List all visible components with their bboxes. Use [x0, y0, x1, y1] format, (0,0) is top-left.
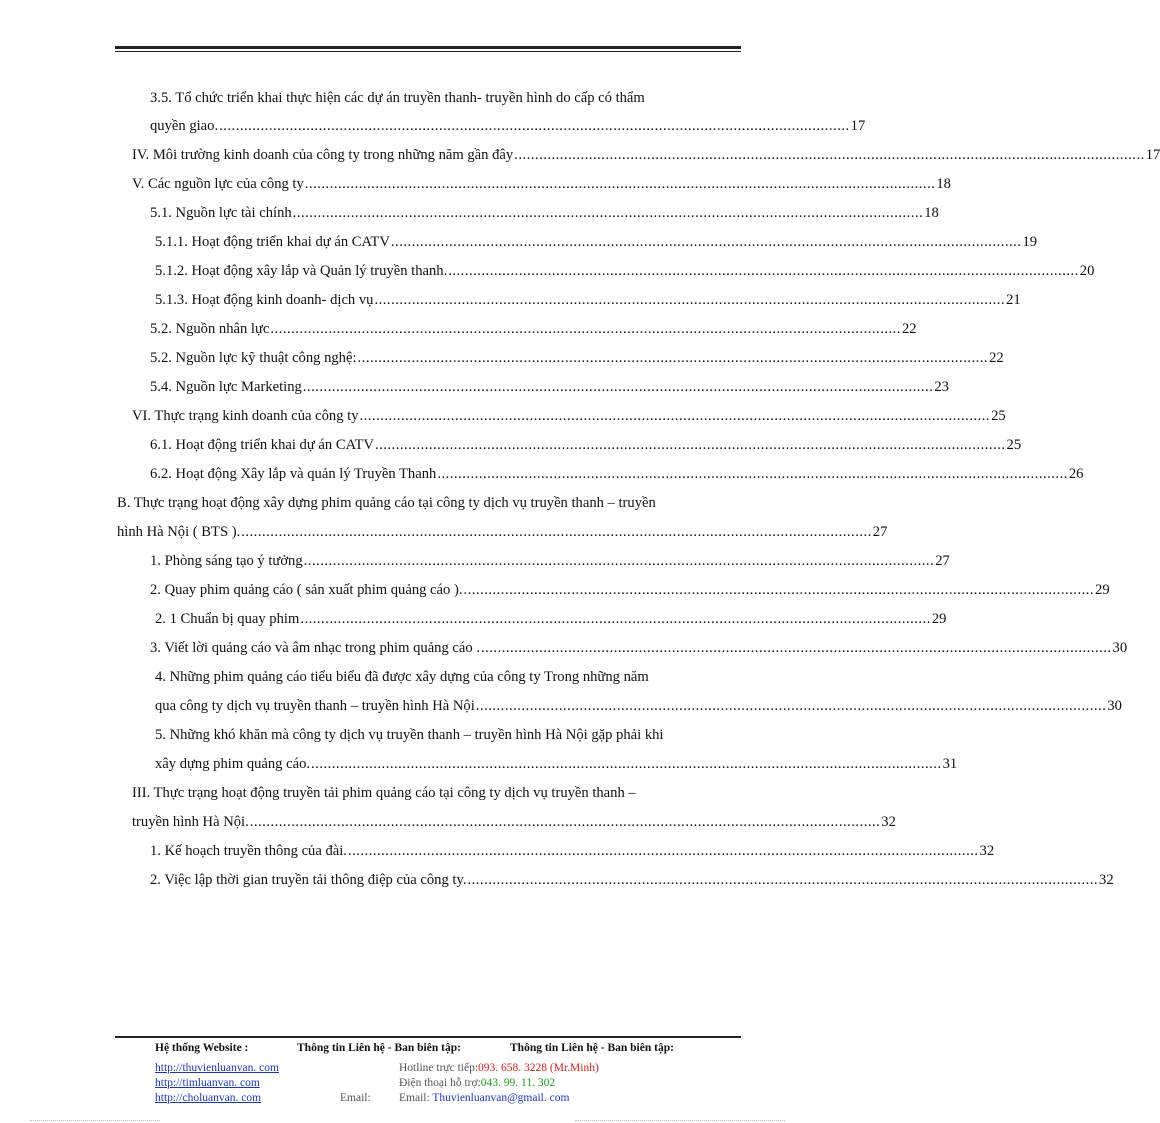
toc-entry-label: xây dựng phim quảng cáo.	[155, 756, 311, 772]
footer-phone-label: Điện thoại hỗ trợ:	[399, 1077, 481, 1089]
header-rule	[115, 46, 741, 49]
footer-phone	[399, 1077, 555, 1089]
toc-entry-label: VI. Thực trạng kinh doanh của công ty	[132, 408, 359, 424]
footer-link-timluanvan[interactable]: http://timluanvan. com	[155, 1077, 260, 1089]
toc-entry-page: 22	[989, 350, 1004, 366]
toc-entry-line1: 5. Những khó khăn mà công ty dịch vụ truyền thanh – truyền hình Hà Nội gặp phải khi	[155, 727, 664, 743]
toc-entry-page: 29	[1095, 582, 1110, 598]
toc-entry-page: 23	[934, 379, 949, 395]
toc-entry[interactable]	[155, 609, 947, 629]
toc-entry[interactable]	[150, 348, 1004, 368]
toc-leader-dots: ........................................................................................................................................................	[249, 814, 881, 830]
toc-leader-dots: ........................................................................................................................................................	[304, 176, 936, 192]
toc-leader-dots: ........................................................................................................................................................	[475, 698, 1107, 714]
footer-email	[399, 1092, 569, 1104]
footer-website-heading: Hệ thống Website :	[155, 1042, 249, 1054]
toc-entry-line1: B. Thực trạng hoạt động xây dựng phim quảng cáo tại công ty dịch vụ truyền thanh – truyền	[117, 495, 656, 511]
toc-entry[interactable]	[117, 522, 888, 542]
toc-leader-dots: ........................................................................................................................................................	[302, 379, 934, 395]
toc-entry-page: 31	[942, 756, 958, 772]
toc-entry[interactable]	[155, 261, 1095, 281]
toc-entry[interactable]	[155, 232, 1038, 252]
toc-entry[interactable]	[150, 841, 995, 861]
toc-entry[interactable]	[150, 638, 1128, 658]
toc-entry[interactable]	[150, 580, 1110, 600]
toc-entry-page: 18	[936, 176, 951, 192]
toc-entry-label: V. Các nguồn lực của công ty	[132, 176, 304, 192]
toc-leader-dots: ........................................................................................................................................................	[303, 553, 935, 569]
toc-leader-dots: ........................................................................................................................................................	[448, 263, 1079, 279]
toc-entry[interactable]	[155, 754, 958, 774]
toc-entry-label: hình Hà Nội ( BTS ).	[117, 524, 241, 540]
toc-entry-page: 27	[935, 553, 950, 569]
toc-leader-dots: ........................................................................................................................................................	[480, 640, 1112, 656]
toc-leader-dots: ........................................................................................................................................................	[374, 292, 1006, 308]
toc-entry-page: 21	[1006, 292, 1021, 308]
toc-entry[interactable]	[150, 870, 1114, 890]
toc-entry[interactable]	[150, 551, 950, 571]
footer-phone-value[interactable]: 043. 99. 11. 302	[480, 1077, 556, 1089]
toc-leader-dots: ........................................................................................................................................................	[463, 582, 1095, 598]
toc-leader-dots: ........................................................................................................................................................	[359, 408, 991, 424]
toc-entry-label: 5.1. Nguồn lực tài chính	[150, 205, 292, 221]
footer-dotted-line-left	[30, 1120, 160, 1121]
toc-leader-dots: ........................................................................................................................................................	[390, 234, 1022, 250]
toc-entry[interactable]	[150, 464, 1084, 484]
toc-entry-label: 3. Viết lời quảng cáo và âm nhạc trong phim quảng cáo .	[150, 640, 480, 656]
toc-leader-dots: ........................................................................................................................................................	[292, 205, 924, 221]
footer-hotline	[399, 1062, 599, 1074]
footer-link-thuvienluanvan[interactable]: http://thuvienluanvan. com	[155, 1062, 279, 1074]
toc-entry-label: 5.2. Nguồn lực kỹ thuật công nghệ:	[150, 350, 357, 366]
toc-entry-label: IV. Môi trường kinh doanh của công ty trong những năm gần đây	[132, 147, 514, 163]
toc-entry[interactable]	[150, 435, 1022, 455]
toc-entry-label: 2. 1 Chuẩn bị quay phim	[155, 611, 300, 627]
toc-leader-dots: ........................................................................................................................................................	[311, 756, 942, 772]
toc-entry-line1: 4. Những phim quảng cáo tiểu biểu đã được xây dựng của công ty Trong những năm	[155, 669, 649, 685]
toc-entry-label: 6.2. Hoạt động Xây lắp và quản lý Truyền Thanh	[150, 466, 437, 482]
toc-leader-dots: ........................................................................................................................................................	[514, 147, 1145, 163]
footer-dotted-line-right	[575, 1120, 785, 1121]
toc-leader-dots: ........................................................................................................................................................	[219, 118, 850, 134]
toc-entry-page: 32	[881, 814, 896, 830]
toc-entry-page: 22	[901, 321, 917, 337]
toc-entry-page: 26	[1068, 466, 1084, 482]
toc-entry[interactable]	[155, 290, 1021, 310]
footer-email-value[interactable]: Thuvienluanvan@gmail. com	[432, 1092, 570, 1104]
toc-entry-page: 18	[924, 205, 939, 221]
toc-entry[interactable]	[132, 145, 1160, 165]
toc-entry-label: qua công ty dịch vụ truyền thanh – truyền hình Hà Nội	[155, 698, 475, 714]
toc-entry[interactable]	[132, 174, 951, 194]
toc-entry-page: 25	[1006, 437, 1022, 453]
toc-entry-label: 6.1. Hoạt động triển khai dự án CATV	[150, 437, 374, 453]
toc-entry-page: 17	[850, 118, 866, 134]
toc-entry-label: 5.2. Nguồn nhân lực	[150, 321, 270, 337]
footer-email-label-left: Email:	[340, 1092, 371, 1104]
footer-rule	[115, 1036, 741, 1038]
toc-entry-page: 29	[931, 611, 947, 627]
toc-entry-page: 32	[979, 843, 995, 859]
toc-leader-dots: ........................................................................................................................................................	[300, 611, 931, 627]
toc-leader-dots: ........................................................................................................................................................	[437, 466, 1068, 482]
footer-hotline-value[interactable]: 093. 658. 3228 (Mr.Minh)	[478, 1062, 599, 1074]
toc-entry[interactable]	[150, 116, 866, 136]
toc-entry-label: 2. Việc lập thời gian truyền tải thông điệp của công ty.	[150, 872, 467, 888]
toc-entry-line1: 3.5. Tổ chức triển khai thực hiện các dự án truyền thanh- truyền hình do cấp có thẩm	[150, 90, 645, 106]
toc-entry-label: 1. Kế hoạch truyền thông của đài.	[150, 843, 347, 859]
toc-entry-page: 17	[1145, 147, 1160, 163]
footer-link-choluanvan[interactable]: http://choluanvan. com	[155, 1092, 262, 1104]
toc-entry-label: 5.1.3. Hoạt động kinh doanh- dịch vụ	[155, 292, 374, 308]
toc-entry-page: 30	[1112, 640, 1128, 656]
toc-entry[interactable]	[155, 696, 1122, 716]
toc-leader-dots: ........................................................................................................................................................	[241, 524, 872, 540]
toc-entry[interactable]	[150, 319, 917, 339]
toc-entry-page: 30	[1107, 698, 1122, 714]
toc-entry-line1: III. Thực trạng hoạt động truyền tải phim quảng cáo tại công ty dịch vụ truyền thanh –	[132, 785, 636, 801]
toc-leader-dots: ........................................................................................................................................................	[347, 843, 979, 859]
toc-entry-label: quyền giao.	[150, 118, 219, 134]
toc-entry[interactable]	[132, 812, 896, 832]
toc-entry-label: 5.4. Nguồn lực Marketing	[150, 379, 302, 395]
toc-leader-dots: ........................................................................................................................................................	[374, 437, 1006, 453]
header-rule-thin	[115, 51, 741, 52]
toc-entry-label: 5.1.1. Hoạt động triển khai dự án CATV	[155, 234, 390, 250]
toc-entry-page: 19	[1022, 234, 1038, 250]
toc-entry-label: truyền hình Hà Nội.	[132, 814, 249, 830]
footer-email-label: Email:	[399, 1092, 430, 1104]
footer-contact-heading: Thông tin Liên hệ - Ban biên tập:	[297, 1042, 461, 1054]
toc-entry-label: 5.1.2. Hoạt động xây lắp và Quản lý truyền thanh.	[155, 263, 448, 279]
toc-leader-dots: ........................................................................................................................................................	[270, 321, 901, 337]
toc-entry[interactable]	[132, 406, 1006, 426]
toc-entry-page: 27	[872, 524, 888, 540]
toc-entry-page: 25	[991, 408, 1006, 424]
toc-entry-label: 1. Phòng sáng tạo ý tưởng	[150, 553, 303, 569]
toc-entry[interactable]	[150, 203, 939, 223]
footer-hotline-label: Hotline trực tiếp:	[399, 1062, 479, 1074]
toc-entry-page: 32	[1099, 872, 1114, 888]
toc-entry-label: 2. Quay phim quảng cáo ( sản xuất phim quảng cáo ).	[150, 582, 463, 598]
toc-leader-dots: ........................................................................................................................................................	[357, 350, 989, 366]
toc-entry-page: 20	[1079, 263, 1095, 279]
toc-leader-dots: ........................................................................................................................................................	[467, 872, 1099, 888]
footer-contact-heading-2: Thông tin Liên hệ - Ban biên tập:	[510, 1042, 674, 1054]
toc-entry[interactable]	[150, 377, 949, 397]
